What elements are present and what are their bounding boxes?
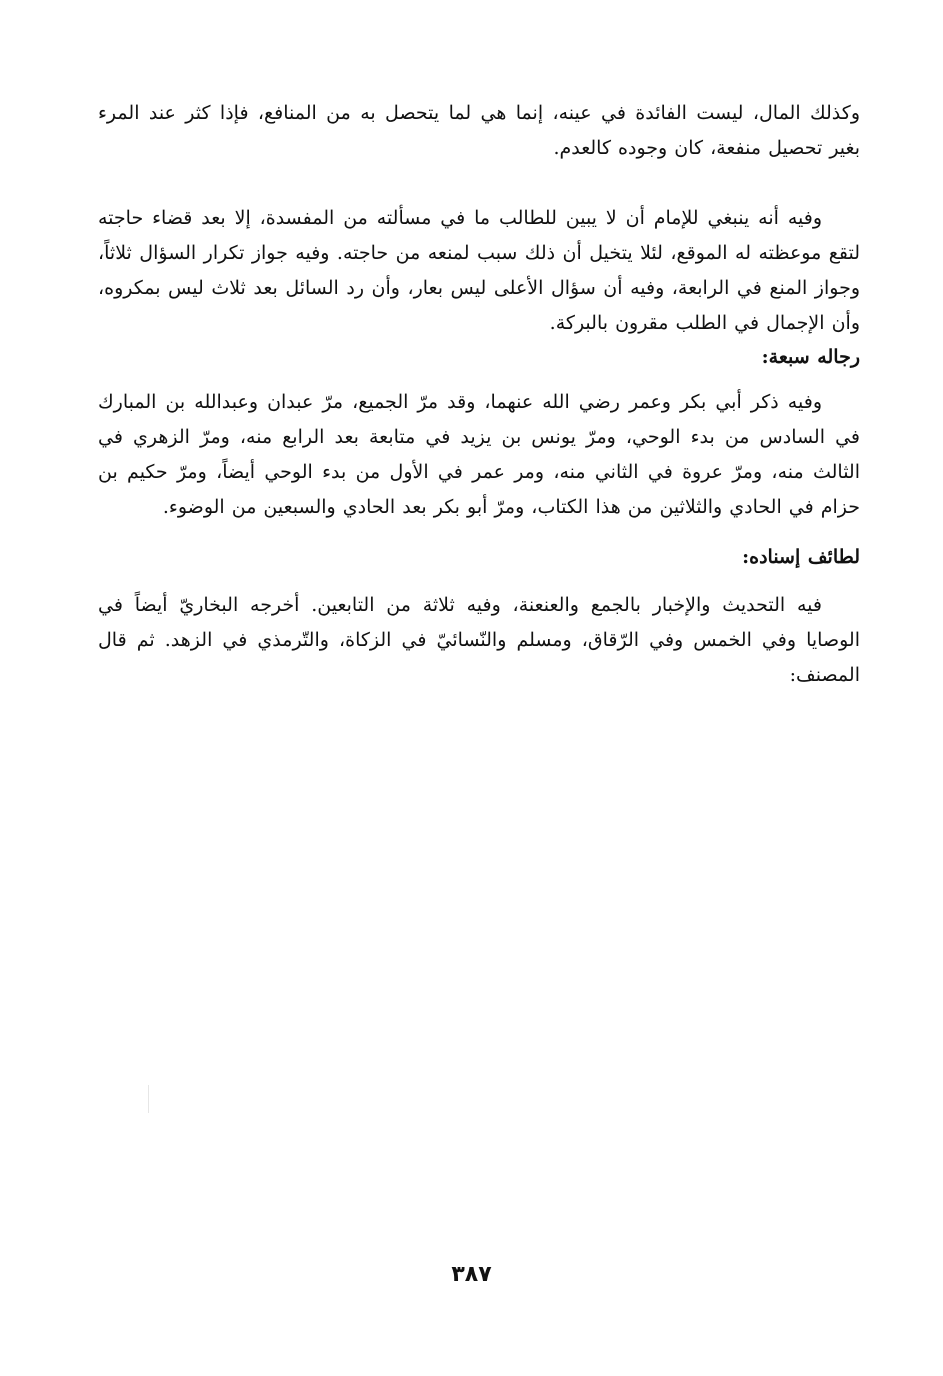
scan-artifact <box>148 1085 149 1113</box>
page-number: ٣٨٧ <box>451 1262 492 1287</box>
paragraph-chain-subtleties: فيه التحديث والإخبار بالجمع والعنعنة، وفيه ثلاثة من التابعين. أخرجه البخاريّ أيضاً في الوصايا وفي الخمس وفي الرّقاق، ومسلم والنّسائيّ في الزكاة، والتّرمذي في الزهد. ثم قال المصنف: <box>98 594 860 686</box>
heading-chain-subtleties: لطائف إسناده: <box>742 546 860 568</box>
heading-narrators: رجاله سبعة: <box>761 346 860 368</box>
paragraph-imam-guidance: وفيه أنه ينبغي للإمام أن لا يبين للطالب ما في مسألته من المفسدة، إلا بعد قضاء حاجته لتقع موعظته له الموقع، لئلا يتخيل أن ذلك سبب لمنعه من حاجته. وفيه جواز تكرار السؤال ثلاثاً، وجواز المنع في الرابعة، وفيه أن سؤال الأعلى ليس بعار، وأن رد السائل بعد ثلاث ليس بمكروه، وأن الإجمال في الطلب مقرون بالبركة. <box>98 207 860 334</box>
paragraph-narrators: وفيه ذكر أبي بكر وعمر رضي الله عنهما، وقد مرّ الجميع، مرّ عبدان وعبدالله بن المبارك في السادس من بدء الوحي، ومرّ يونس بن يزيد في متابعة بعد الرابع منه، ومرّ الزهري في الثالث منه، ومرّ عروة في الثاني منه، ومر عمر في الأول من بدء الوحي أيضاً، ومرّ حكيم بن حزام في الحادي والثلاثين من هذا الكتاب، ومرّ أبو بكر بعد الحادي والسبعين من الوضوء. <box>98 391 860 518</box>
paragraph-wealth-benefit: وكذلك المال، ليست الفائدة في عينه، إنما هي لما يتحصل به من المنافع، فإذا كثر عند المرء بغير تحصيل منفعة، كان وجوده كالعدم. <box>98 102 860 159</box>
